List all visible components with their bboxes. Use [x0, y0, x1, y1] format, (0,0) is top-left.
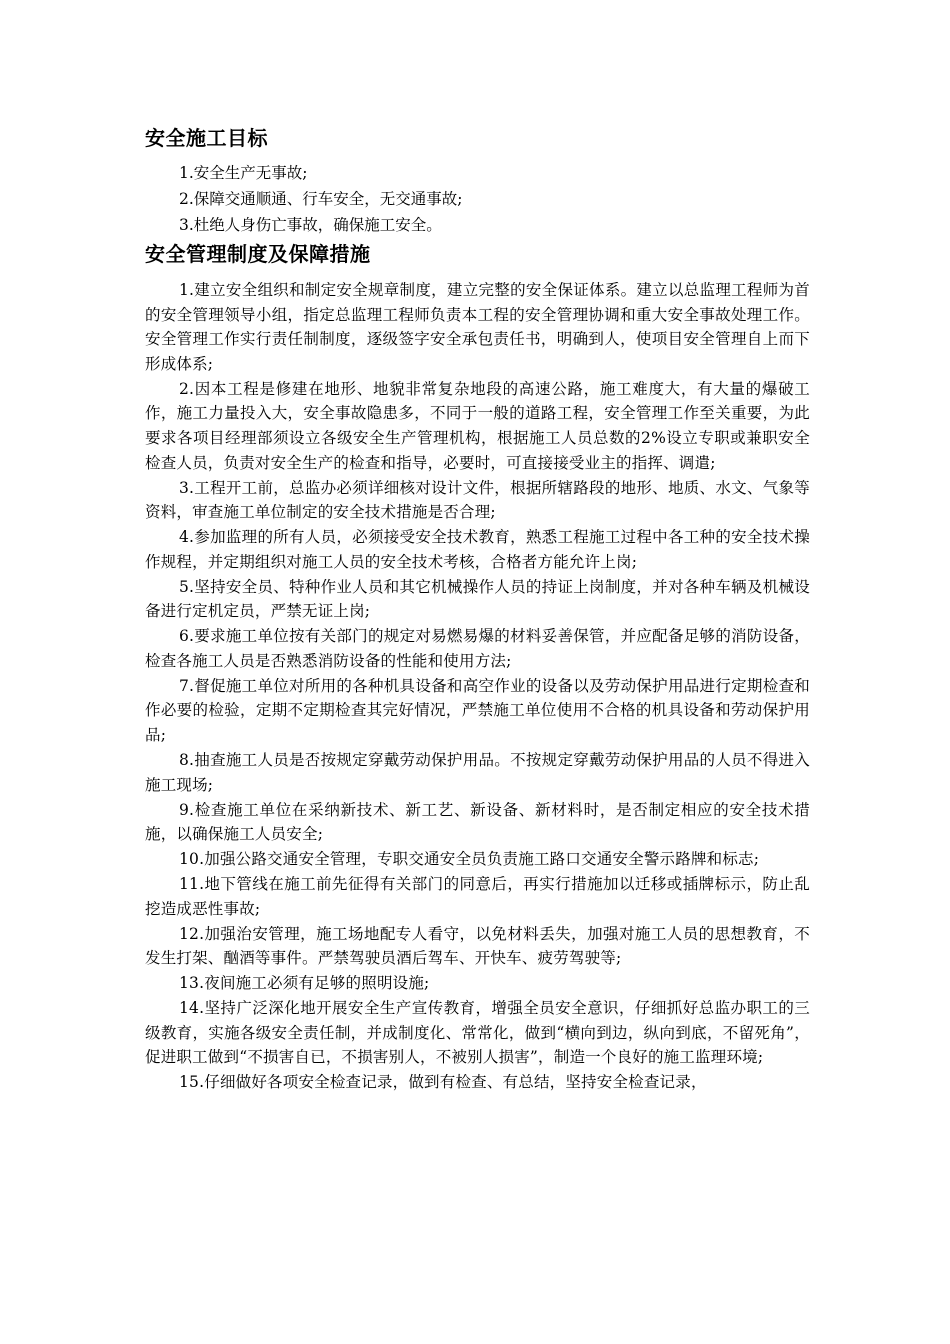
- goals-heading: 安全施工目标: [145, 126, 268, 150]
- measure-item: 5.坚持安全员、特种作业人员和其它机械操作人员的持证上岗制度，并对各种车辆及机械设备进行定机定员，严禁无证上岗;: [145, 577, 810, 621]
- goals-list: [145, 160, 810, 238]
- measure-item: 11.地下管线在施工前先征得有关部门的同意后，再实行措施加以迁移或插牌标示，防止乱挖造成恶性事故;: [145, 875, 810, 918]
- measure-item: 2.因本工程是修建在地形、地貌非常复杂地段的高速公路，施工难度大，有大量的爆破工作，施工力量投入大，安全事故隐患多，不同于一般的道路工程，安全管理工作至关重要，为此要求各项目经理部须设立各级安全生产管理机构，根据施工人员总数的2%设立专职或兼职安全检查人员，负责对安全生产的检查和指导，必要时，可直接接受业主的指挥、调遣;: [145, 379, 810, 472]
- goal-item: 2.保障交通顺通、行车安全，无交通事故;: [179, 190, 463, 208]
- measure-item: 1.建立安全组织和制定安全规章制度，建立完整的安全保证体系。建立以总监理工程师为首的安全管理领导小组，指定总监理工程师负责本工程的安全管理协调和重大安全事故处理工作。安全管理工作实行责任制制度，逐级签字安全承包责任书，明确到人，使项目安全管理自上而下形成体系;: [145, 281, 810, 373]
- measure-item: 3.工程开工前，总监办必须详细核对设计文件，根据所辖路段的地形、地质、水文、气象等资料，审查施工单位制定的安全技术措施是否合理;: [145, 478, 810, 522]
- measure-item: 4.参加监理的所有人员，必须接受安全技术教育，熟悉工程施工过程中各工种的安全技术操作规程，并定期组织对施工人员的安全技术考核，合格者方能允许上岗;: [145, 528, 810, 571]
- measure-item: 6.要求施工单位按有关部门的规定对易燃易爆的材料妥善保管，并应配备足够的消防设备，检查各施工人员是否熟悉消防设备的性能和使用方法;: [145, 627, 810, 670]
- measure-item: 13.夜间施工必须有足够的照明设施;: [179, 974, 430, 993]
- document-body: [145, 122, 810, 1095]
- measure-item: 7.督促施工单位对所用的各种机具设备和高空作业的设备以及劳动保护用品进行定期检查和作必要的检验，定期不定期检查其完好情况，严禁施工单位使用不合格的机具设备和劳动保护用品;: [145, 676, 810, 745]
- measure-item: 9.检查施工单位在采纳新技术、新工艺、新设备、新材料时，是否制定相应的安全技术措施，以确保施工人员安全;: [145, 800, 810, 844]
- goal-item: 3.杜绝人身伤亡事故，确保施工安全。: [179, 216, 442, 234]
- measures-list: [145, 278, 810, 1095]
- measure-item: 10.加强公路交通安全管理，专职交通安全员负责施工路口交通安全警示路牌和标志;: [179, 850, 760, 869]
- measure-item: 12.加强治安管理，施工场地配专人看守，以免材料丢失，加强对施工人员的思想教育，不发生打架、酗酒等事件。严禁驾驶员酒后驾车、开快车、疲劳驾驶等;: [145, 924, 810, 968]
- measure-item: 8.抽查施工人员是否按规定穿戴劳动保护用品。不按规定穿戴劳动保护用品的人员不得进入施工现场;: [145, 751, 810, 794]
- measure-item: 14.坚持广泛深化地开展安全生产宣传教育，增强全员安全意识，仔细抓好总监办职工的三级教育，实施各级安全责任制，并成制度化、常常化，做到“横向到边，纵向到底，不留死角”，促进职工做到“不损害自已，不损害别人，不被别人损害”，制造一个良好的施工监理环境;: [145, 999, 810, 1067]
- measure-item: 15.仔细做好各项安全检查记录，做到有检查、有总结，坚持安全检查记录，: [179, 1073, 707, 1092]
- goal-item: 1.安全生产无事故;: [179, 164, 308, 182]
- measures-heading: 安全管理制度及保障措施: [145, 242, 371, 266]
